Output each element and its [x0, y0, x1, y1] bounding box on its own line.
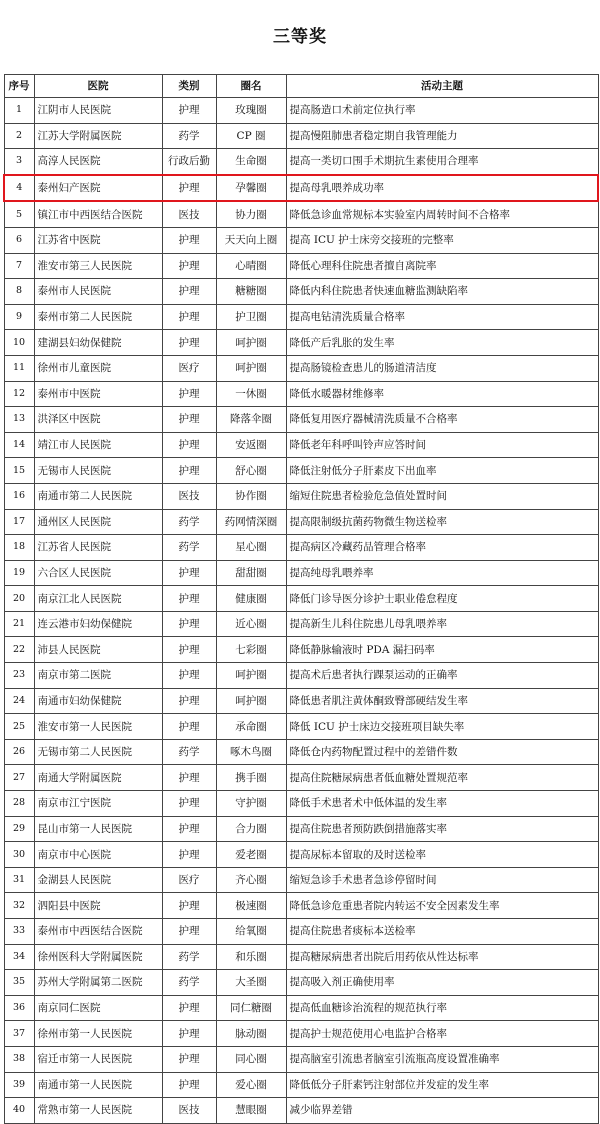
cell-circle-name: 天天向上圈	[216, 227, 286, 253]
cell-category: 药学	[162, 739, 216, 765]
cell-circle-name: 护卫圈	[216, 304, 286, 330]
cell-theme: 降低水暖器材维修率	[286, 381, 598, 407]
cell-hospital: 南京市第二医院	[34, 663, 162, 689]
cell-hospital: 建湖县妇幼保健院	[34, 330, 162, 356]
cell-number: 25	[4, 714, 34, 740]
cell-circle-name: 脉动圈	[216, 1021, 286, 1047]
cell-theme: 提高病区冷藏药品管理合格率	[286, 535, 598, 561]
cell-theme: 降低心理科住院患者擅自离院率	[286, 253, 598, 279]
table-row	[4, 458, 598, 484]
cell-category: 医技	[162, 201, 216, 227]
cell-number: 26	[4, 739, 34, 765]
table-row	[4, 714, 598, 740]
cell-hospital: 常熟市第一人民医院	[34, 1098, 162, 1124]
table-row	[4, 432, 598, 458]
table-row	[4, 842, 598, 868]
cell-hospital: 连云港市妇幼保健院	[34, 611, 162, 637]
cell-hospital: 江苏省人民医院	[34, 535, 162, 561]
cell-number: 29	[4, 816, 34, 842]
cell-circle-name: 呵护圈	[216, 330, 286, 356]
cell-category: 护理	[162, 586, 216, 612]
cell-circle-name: 呵护圈	[216, 688, 286, 714]
cell-number: 5	[4, 201, 34, 227]
cell-number: 3	[4, 149, 34, 175]
cell-theme: 提高住院患者预防跌倒措施落实率	[286, 816, 598, 842]
table-row	[4, 791, 598, 817]
table-row	[4, 560, 598, 586]
column-header-hospital: 医院	[34, 75, 162, 98]
cell-circle-name: 同仁糖圈	[216, 995, 286, 1021]
page-title: 三等奖	[273, 27, 327, 47]
cell-category: 护理	[162, 458, 216, 484]
cell-theme: 降低门诊导医分诊护士职业倦怠程度	[286, 586, 598, 612]
table-row	[4, 893, 598, 919]
cell-theme: 降低手术患者术中低体温的发生率	[286, 791, 598, 817]
cell-hospital: 泰州妇产医院	[34, 175, 162, 202]
table-row	[4, 867, 598, 893]
cell-hospital: 泰州市中医院	[34, 381, 162, 407]
cell-number: 27	[4, 765, 34, 791]
cell-hospital: 南京市中心医院	[34, 842, 162, 868]
cell-circle-name: 生命圈	[216, 149, 286, 175]
cell-theme: 降低低分子肝素钙注射部位并发症的发生率	[286, 1072, 598, 1098]
cell-category: 护理	[162, 663, 216, 689]
cell-category: 护理	[162, 304, 216, 330]
cell-circle-name: 呵护圈	[216, 355, 286, 381]
cell-number: 37	[4, 1021, 34, 1047]
cell-theme: 降低老年科呼叫铃声应答时间	[286, 432, 598, 458]
cell-hospital: 南京同仁医院	[34, 995, 162, 1021]
cell-theme: 提高术后患者执行踝泵运动的正确率	[286, 663, 598, 689]
cell-hospital: 南京江北人民医院	[34, 586, 162, 612]
table-row	[4, 355, 598, 381]
cell-category: 护理	[162, 381, 216, 407]
cell-number: 32	[4, 893, 34, 919]
cell-number: 39	[4, 1072, 34, 1098]
cell-circle-name: 大圣圈	[216, 970, 286, 996]
cell-theme: 提高电钻清洗质量合格率	[286, 304, 598, 330]
cell-theme: 提高住院患者痰标本送检率	[286, 919, 598, 945]
table-row	[4, 765, 598, 791]
awards-table	[3, 74, 599, 1124]
cell-number: 6	[4, 227, 34, 253]
cell-circle-name: 药网情深圈	[216, 509, 286, 535]
cell-hospital: 宿迁市第一人民医院	[34, 1046, 162, 1072]
cell-circle-name: 舒心圈	[216, 458, 286, 484]
cell-hospital: 金湖县人民医院	[34, 867, 162, 893]
table-row	[4, 123, 598, 149]
cell-category: 护理	[162, 253, 216, 279]
cell-category: 药学	[162, 944, 216, 970]
cell-category: 医疗	[162, 867, 216, 893]
table-row	[4, 535, 598, 561]
cell-hospital: 镇江市中西医结合医院	[34, 201, 162, 227]
cell-category: 药学	[162, 123, 216, 149]
table-row	[4, 304, 598, 330]
table-row	[4, 970, 598, 996]
cell-category: 护理	[162, 279, 216, 305]
cell-hospital: 江苏省中医院	[34, 227, 162, 253]
cell-category: 护理	[162, 407, 216, 433]
cell-number: 16	[4, 483, 34, 509]
cell-theme: 提高 ICU 护士床旁交接班的完整率	[286, 227, 598, 253]
cell-hospital: 无锡市人民医院	[34, 458, 162, 484]
cell-number: 8	[4, 279, 34, 305]
cell-circle-name: 呵护圈	[216, 663, 286, 689]
cell-theme: 降低静脉输液时 PDA 漏扫码率	[286, 637, 598, 663]
table-row	[4, 739, 598, 765]
cell-number: 33	[4, 919, 34, 945]
cell-theme: 提高低血糖诊治流程的规范执行率	[286, 995, 598, 1021]
table-row	[4, 586, 598, 612]
cell-hospital: 洪泽区中医院	[34, 407, 162, 433]
column-header-theme: 活动主题	[286, 75, 598, 98]
cell-circle-name: 慧眼圈	[216, 1098, 286, 1124]
table-row	[4, 995, 598, 1021]
cell-circle-name: 降落伞圈	[216, 407, 286, 433]
column-header-circle-name: 圈名	[216, 75, 286, 98]
cell-circle-name: 安返圈	[216, 432, 286, 458]
cell-number: 18	[4, 535, 34, 561]
cell-number: 1	[4, 98, 34, 124]
cell-hospital: 淮安市第一人民医院	[34, 714, 162, 740]
cell-number: 2	[4, 123, 34, 149]
table-row	[4, 227, 598, 253]
cell-circle-name: 承命圈	[216, 714, 286, 740]
table-row	[4, 330, 598, 356]
table-row	[4, 381, 598, 407]
cell-category: 药学	[162, 509, 216, 535]
cell-hospital: 沛县人民医院	[34, 637, 162, 663]
cell-category: 护理	[162, 714, 216, 740]
cell-hospital: 徐州医科大学附属医院	[34, 944, 162, 970]
cell-number: 20	[4, 586, 34, 612]
cell-number: 28	[4, 791, 34, 817]
cell-number: 7	[4, 253, 34, 279]
table-row	[4, 279, 598, 305]
cell-number: 21	[4, 611, 34, 637]
cell-circle-name: 协作圈	[216, 483, 286, 509]
cell-circle-name: 七彩圈	[216, 637, 286, 663]
cell-theme: 减少临界差错	[286, 1098, 598, 1124]
cell-circle-name: 给氧圈	[216, 919, 286, 945]
table-row-highlighted	[4, 175, 598, 202]
cell-hospital: 六合区人民医院	[34, 560, 162, 586]
cell-number: 12	[4, 381, 34, 407]
cell-category: 药学	[162, 535, 216, 561]
table-row	[4, 509, 598, 535]
cell-category: 护理	[162, 995, 216, 1021]
cell-theme: 提高脑室引流患者脑室引流瓶高度设置准确率	[286, 1046, 598, 1072]
cell-theme: 提高护士规范使用心电监护合格率	[286, 1021, 598, 1047]
cell-number: 23	[4, 663, 34, 689]
cell-hospital: 靖江市人民医院	[34, 432, 162, 458]
cell-theme: 提高尿标本留取的及时送检率	[286, 842, 598, 868]
cell-theme: 提高肠造口术前定位执行率	[286, 98, 598, 124]
cell-category: 护理	[162, 98, 216, 124]
table-row	[4, 407, 598, 433]
cell-circle-name: 孕馨圈	[216, 175, 286, 202]
cell-number: 19	[4, 560, 34, 586]
cell-theme: 提高糖尿病患者出院后用药依从性达标率	[286, 944, 598, 970]
cell-theme: 提高母乳喂养成功率	[286, 175, 598, 202]
cell-hospital: 泰州市中西医结合医院	[34, 919, 162, 945]
awards-table-body	[4, 98, 598, 1124]
cell-number: 13	[4, 407, 34, 433]
table-row	[4, 201, 598, 227]
cell-circle-name: 和乐圈	[216, 944, 286, 970]
cell-number: 36	[4, 995, 34, 1021]
cell-number: 35	[4, 970, 34, 996]
cell-category: 护理	[162, 432, 216, 458]
cell-category: 护理	[162, 1021, 216, 1047]
cell-circle-name: 齐心圈	[216, 867, 286, 893]
table-row	[4, 1072, 598, 1098]
cell-number: 15	[4, 458, 34, 484]
cell-number: 24	[4, 688, 34, 714]
cell-hospital: 南京市江宁医院	[34, 791, 162, 817]
cell-theme: 降低急诊血常规标本实验室内周转时间不合格率	[286, 201, 598, 227]
table-header-row	[4, 75, 598, 98]
cell-hospital: 泰州市第二人民医院	[34, 304, 162, 330]
cell-number: 40	[4, 1098, 34, 1124]
cell-theme: 降低注射低分子肝素皮下出血率	[286, 458, 598, 484]
cell-category: 护理	[162, 919, 216, 945]
table-row	[4, 611, 598, 637]
cell-category: 护理	[162, 765, 216, 791]
cell-circle-name: 啄木鸟圈	[216, 739, 286, 765]
table-row	[4, 663, 598, 689]
cell-number: 31	[4, 867, 34, 893]
cell-theme: 缩短住院患者检验危急值处置时间	[286, 483, 598, 509]
cell-theme: 提高吸入剂正确使用率	[286, 970, 598, 996]
cell-theme: 提高限制级抗菌药物微生物送检率	[286, 509, 598, 535]
cell-circle-name: 爱老圈	[216, 842, 286, 868]
table-row	[4, 483, 598, 509]
table-row	[4, 919, 598, 945]
cell-number: 9	[4, 304, 34, 330]
cell-category: 医技	[162, 1098, 216, 1124]
cell-theme: 提高住院糖尿病患者低血糖处置规范率	[286, 765, 598, 791]
cell-circle-name: 甜甜圈	[216, 560, 286, 586]
cell-category: 护理	[162, 637, 216, 663]
cell-circle-name: 携手圈	[216, 765, 286, 791]
cell-hospital: 苏州大学附属第二医院	[34, 970, 162, 996]
cell-number: 17	[4, 509, 34, 535]
cell-circle-name: 一休圈	[216, 381, 286, 407]
column-header-category: 类别	[162, 75, 216, 98]
cell-number: 38	[4, 1046, 34, 1072]
cell-hospital: 南通市第一人民医院	[34, 1072, 162, 1098]
cell-category: 护理	[162, 227, 216, 253]
cell-hospital: 江苏大学附属医院	[34, 123, 162, 149]
cell-hospital: 通州区人民医院	[34, 509, 162, 535]
cell-hospital: 无锡市第二人民医院	[34, 739, 162, 765]
cell-circle-name: 玫瑰圈	[216, 98, 286, 124]
table-row	[4, 98, 598, 124]
cell-circle-name: 合力圈	[216, 816, 286, 842]
cell-category: 药学	[162, 970, 216, 996]
cell-hospital: 高淳人民医院	[34, 149, 162, 175]
cell-category: 行政后勤	[162, 149, 216, 175]
table-row	[4, 253, 598, 279]
cell-circle-name: 近心圈	[216, 611, 286, 637]
cell-category: 护理	[162, 611, 216, 637]
cell-circle-name: 守护圈	[216, 791, 286, 817]
cell-number: 4	[4, 175, 34, 202]
cell-category: 护理	[162, 816, 216, 842]
cell-circle-name: 心晴圈	[216, 253, 286, 279]
cell-theme: 降低急诊危重患者院内转运不安全因素发生率	[286, 893, 598, 919]
cell-theme: 提高新生儿科住院患儿母乳喂养率	[286, 611, 598, 637]
cell-category: 护理	[162, 175, 216, 202]
table-row	[4, 1021, 598, 1047]
cell-hospital: 徐州市第一人民医院	[34, 1021, 162, 1047]
cell-category: 护理	[162, 330, 216, 356]
table-row	[4, 688, 598, 714]
table-row	[4, 149, 598, 175]
cell-category: 护理	[162, 893, 216, 919]
cell-theme: 降低复用医疗器械清洗质量不合格率	[286, 407, 598, 433]
cell-theme: 缩短急诊手术患者急诊停留时间	[286, 867, 598, 893]
cell-circle-name: CP 圈	[216, 123, 286, 149]
table-row	[4, 944, 598, 970]
cell-theme: 降低仓内药物配置过程中的差错件数	[286, 739, 598, 765]
cell-circle-name: 星心圈	[216, 535, 286, 561]
cell-number: 30	[4, 842, 34, 868]
cell-category: 护理	[162, 1072, 216, 1098]
cell-number: 14	[4, 432, 34, 458]
cell-theme: 降低内科住院患者快速血糖监测缺陷率	[286, 279, 598, 305]
cell-category: 护理	[162, 1046, 216, 1072]
table-row	[4, 816, 598, 842]
cell-theme: 降低 ICU 护士床边交接班项目缺失率	[286, 714, 598, 740]
cell-theme: 提高慢阻肺患者稳定期自我管理能力	[286, 123, 598, 149]
cell-category: 护理	[162, 560, 216, 586]
cell-category: 护理	[162, 842, 216, 868]
cell-theme: 提高一类切口围手术期抗生素使用合理率	[286, 149, 598, 175]
cell-hospital: 淮安市第三人民医院	[34, 253, 162, 279]
cell-circle-name: 极速圈	[216, 893, 286, 919]
cell-number: 22	[4, 637, 34, 663]
cell-hospital: 南通大学附属医院	[34, 765, 162, 791]
table-row	[4, 1046, 598, 1072]
cell-hospital: 泰州市人民医院	[34, 279, 162, 305]
cell-category: 护理	[162, 688, 216, 714]
cell-circle-name: 糖糖圈	[216, 279, 286, 305]
cell-hospital: 江阴市人民医院	[34, 98, 162, 124]
cell-number: 10	[4, 330, 34, 356]
cell-category: 医疗	[162, 355, 216, 381]
cell-category: 医技	[162, 483, 216, 509]
cell-circle-name: 同心圈	[216, 1046, 286, 1072]
cell-hospital: 昆山市第一人民医院	[34, 816, 162, 842]
table-row	[4, 637, 598, 663]
cell-circle-name: 爱心圈	[216, 1072, 286, 1098]
cell-theme: 降低产后乳胀的发生率	[286, 330, 598, 356]
cell-hospital: 南通市妇幼保健院	[34, 688, 162, 714]
cell-theme: 提高纯母乳喂养率	[286, 560, 598, 586]
cell-theme: 降低患者肌注黄体酮致臀部硬结发生率	[286, 688, 598, 714]
cell-number: 11	[4, 355, 34, 381]
column-header-number: 序号	[4, 75, 34, 98]
cell-circle-name: 协力圈	[216, 201, 286, 227]
cell-category: 护理	[162, 791, 216, 817]
table-row	[4, 1098, 598, 1124]
cell-hospital: 徐州市儿童医院	[34, 355, 162, 381]
cell-hospital: 泗阳县中医院	[34, 893, 162, 919]
cell-theme: 提高肠镜检查患儿的肠道清洁度	[286, 355, 598, 381]
cell-hospital: 南通市第二人民医院	[34, 483, 162, 509]
cell-circle-name: 健康圈	[216, 586, 286, 612]
cell-number: 34	[4, 944, 34, 970]
